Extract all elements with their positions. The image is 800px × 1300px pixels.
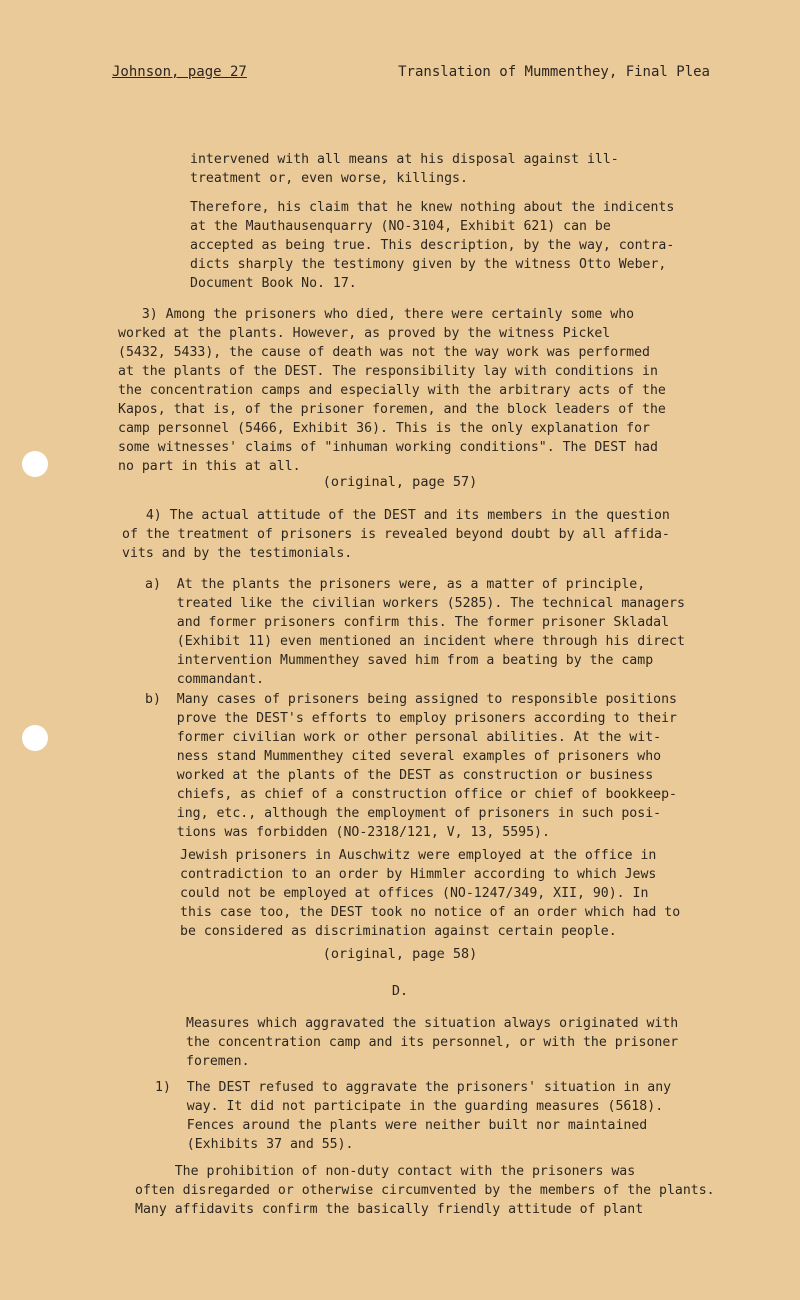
paragraph-d: Measures which aggravated the situation always originated with the concentration camp and its personnel, or with the prisoner foremen. xyxy=(186,1016,679,1069)
paragraph-therefore: Therefore, his claim that he knew nothing about the indicents at the Mauthausenquarry (NO-3104, Exhibit 621) can be accepted as being true. This description, by the way, contra- dicts sharply the testimony given by the witness Otto Weber, Document Book No. 17. xyxy=(190,200,675,291)
paragraph-4a: a) At the plants the prisoners were, as a matter of principle, treated like the civilian workers (5285). The technical managers and former prisoners confirm this. The former prisoner Skladal (Exhibit 11) even mentioned an incident where through his direct intervention Mummenthey saved him from a beating by the camp commandant. xyxy=(145,577,685,687)
header-page-ref: Johnson, page 27 xyxy=(112,64,247,80)
paragraph-3: 3) Among the prisoners who died, there were certainly some who worked at the plants. However, as proved by the witness Pickel (5432, 5433), the cause of death was not the way work was performed at the plants of the DEST. The responsibility lay with conditions in the concentration camps and especially with the arbitrary acts of the Kapos, that is, of the prisoner foremen, and the block leaders of the camp personnel (5466, Exhibit 36). This is the only explanation for some witnesses' claims of "inhuman working conditions". The DEST had no part in this at all. xyxy=(118,307,666,474)
paragraph-4: 4) The actual attitude of the DEST and its members in the question of the treatment of prisoners is revealed beyond doubt by all affida- vits and by the testimonials. xyxy=(122,508,670,561)
paragraph-jewish: Jewish prisoners in Auschwitz were employed at the office in contradiction to an order by Himmler according to which Jews could not be employed at offices (NO-1247/349, XII, 90). In this case too, the DEST took no notice of an order which had to be considered as discrimination against certain people. xyxy=(180,848,681,939)
paragraph-intervened: intervened with all means at his disposal against ill- treatment or, even worse, killings. xyxy=(190,152,619,186)
section-heading-d: D. xyxy=(391,983,409,999)
paragraph-4b: b) Many cases of prisoners being assigned to responsible positions prove the DEST's efforts to employ prisoners according to their former civilian work or other personal abilities. At the wit- ness stand Mummenthey cited several examples of prisoners who worked at the plants of the DEST as construction or business chiefs, as chief of a construction office or chief of bookkeep- ing, etc., although the employment of prisoners in such posi- tions was forbidden (NO-2318/121, V, 13, 5595). xyxy=(145,692,677,840)
page-header xyxy=(112,64,710,84)
original-page-57: (original, page 57) xyxy=(322,474,478,490)
punch-hole-bottom xyxy=(22,725,48,751)
paragraph-d1: 1) The DEST refused to aggravate the prisoners' situation in any way. It did not participate in the guarding measures (5618). Fences around the plants were neither built nor maintained (Exhibits 37 and 55). xyxy=(155,1080,672,1152)
original-page-58: (original, page 58) xyxy=(322,946,478,962)
header-title: Translation of Mummenthey, Final Plea xyxy=(398,64,710,80)
paragraph-prohibition: The prohibition of non-duty contact with the prisoners was often disregarded or otherwise circumvented by the members of the plants. Many affidavits confirm the basically friendly attitude of plant xyxy=(135,1164,715,1217)
